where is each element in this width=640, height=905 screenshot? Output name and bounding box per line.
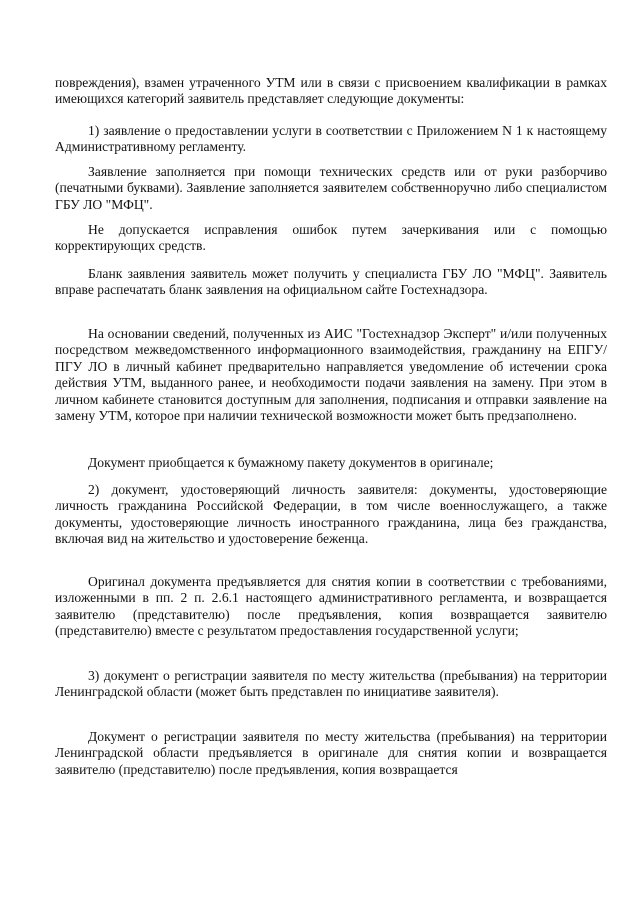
paragraph-form-source: Бланк заявления заявитель может получить у специалиста ГБУ ЛО "МФЦ". Заявитель вправе распечатать бланк заявления на официальном сайте Гостехнадзора. xyxy=(55,266,607,298)
paragraph-original-copy: Оригинал документа предъявляется для снятия копии в соответствии с требованиями, изложенными в пп. 2 п. 2.6.1 настоящего административного регламента, и возвращается заявителю (представителю) после предъявления, копия возвращается заявителю (представителю) вместе с результатом предоставления государственной услуги; xyxy=(55,574,607,639)
paragraph-notification: На основании сведений, полученных из АИС "Гостехнадзор Эксперт" и/или полученных посредством межведомственного информационного взаимодействия, гражданину на ЕПГУ/ПГУ ЛО в личный кабинет предварительно направляется уведомление об истечении срока действия УТМ, выданного ранее, и необходимости подачи заявления на замену. При этом в личном кабинете становится доступным для заполнения, подписания и отправки заявление на замену УТМ, которое при наличии технической возможности может быть предзаполнено. xyxy=(55,326,607,424)
paragraph-item-2: 2) документ, удостоверяющий личность заявителя: документы, удостоверяющие личность гражданина Российской Федерации, в том числе военнослужащего, а также документы, удостоверяющие личность иностранного гражданина, лица без гражданства, включая вид на жительство и удостоверение беженца. xyxy=(55,482,607,547)
paragraph-continuation: повреждения), взамен утраченного УТМ или в связи с присвоением квалификации в рамках имеющихся категорий заявитель представляет следующие документы: xyxy=(55,75,607,107)
paragraph-item-3: 3) документ о регистрации заявителя по месту жительства (пребывания) на территории Ленинградской области (может быть представлен по инициативе заявителя). xyxy=(55,668,607,700)
paragraph-registration-doc: Документ о регистрации заявителя по месту жительства (пребывания) на территории Ленинградской области предъявляется в оригинале для снятия копии и возвращается заявителю (представителю) после предъявления, копия возвращается xyxy=(55,729,607,777)
paragraph-item-1: 1) заявление о предоставлении услуги в соответствии с Приложением N 1 к настоящему Административному регламенту. xyxy=(55,123,607,155)
paragraph-filling-rules: Заявление заполняется при помощи технических средств или от руки разборчиво (печатными буквами). Заявление заполняется заявителем собственноручно либо специалистом ГБУ ЛО "МФЦ". xyxy=(55,164,607,212)
paragraph-no-corrections: Не допускается исправления ошибок путем зачеркивания или с помощью корректирующих средств. xyxy=(55,222,607,254)
paragraph-attachment: Документ приобщается к бумажному пакету документов в оригинале; xyxy=(88,455,494,470)
